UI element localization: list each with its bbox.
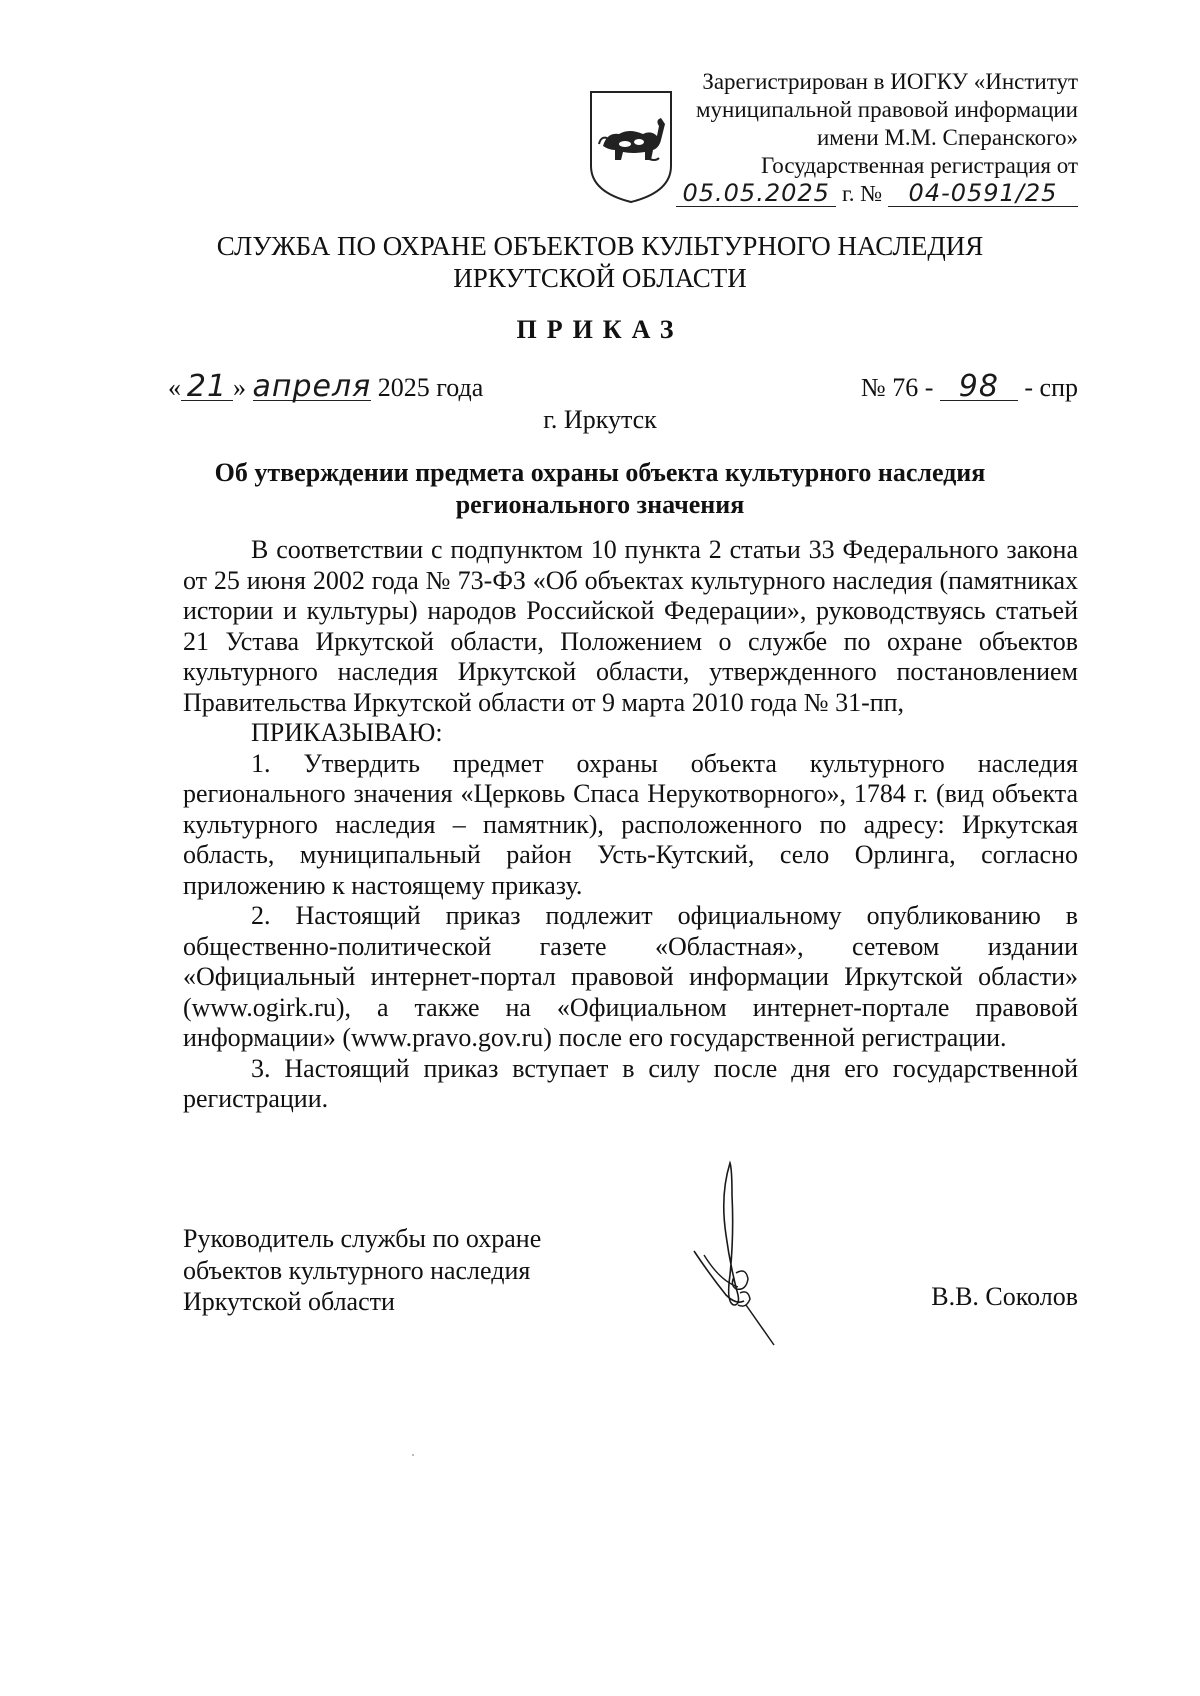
order-month: апреля xyxy=(252,369,372,404)
order-date xyxy=(168,369,484,404)
organization-name-line-1: СЛУЖБА ПО ОХРАНЕ ОБЪЕКТОВ КУЛЬТУРНОГО НАСЛЕДИЯ xyxy=(216,231,984,261)
date-quote-open: « xyxy=(168,373,181,402)
order-number-prefix: № 76 - xyxy=(860,373,934,402)
registration-block xyxy=(676,68,1078,208)
document-type: ПРИКАЗ xyxy=(516,315,684,344)
registration-line-2: муниципальной правовой информации xyxy=(695,97,1078,122)
order-number-value: 98 xyxy=(940,374,1018,401)
city: г. Иркутск xyxy=(543,405,657,434)
registration-line-1: Зарегистрирован в ИОГКУ «Институт xyxy=(702,69,1078,94)
document-body xyxy=(183,535,1078,1115)
registration-number: 04-0591/25 xyxy=(888,180,1078,207)
signatory-position-line-2: объектов культурного наследия xyxy=(183,1255,531,1285)
preamble-paragraph: В соответствии с подпунктом 10 пункта 2 статьи 33 Федерального закона от 25 июня 2002 года № 73-ФЗ «Об объектах культурного наследия (памятниках истории и культуры) народов Российской Федерации», руководствуясь статьей 21 Устава Иркутской области, Положением о службе по охране объектов культурного наследия Иркутской области, утвержденного постановлением Правительства Иркутской области от 9 марта 2010 года № 31-пп, xyxy=(183,535,1078,717)
irkutsk-coat-of-arms-icon xyxy=(585,88,677,206)
registration-number-prefix: г. № xyxy=(841,181,883,206)
order-item-2: 2. Настоящий приказ подлежит официальному опубликованию в общественно-политической газете «Областная», сетевом издании «Официальный интернет-портал правовой информации Иркутской области» (www.ogirk.ru), а также на «Официальном интернет-портале правовой информации» (www.pravo.gov.ru) после его государственной регистрации. xyxy=(183,901,1078,1052)
registration-line-3: имени М.М. Сперанского» xyxy=(816,125,1078,150)
signatory-position-line-1: Руководитель службы по охране xyxy=(183,1224,542,1253)
organization-name-line-2: ИРКУТСКОЙ ОБЛАСТИ xyxy=(453,263,747,293)
document-title-line-1: Об утверждении предмета охраны объекта культурного наследия xyxy=(214,458,986,487)
registration-line-4: Государственная регистрация от xyxy=(761,153,1078,178)
signatory-position xyxy=(183,1223,541,1318)
order-item-3: 3. Настоящий приказ вступает в силу после дня его государственной регистрации. xyxy=(183,1053,1078,1113)
order-word: ПРИКАЗЫВАЮ: xyxy=(251,718,443,747)
document-title-line-2: регионального значения xyxy=(455,490,745,519)
registration-numbers xyxy=(676,180,1078,208)
registration-date: 05.05.2025 xyxy=(676,180,836,207)
signatory-name: В.В. Соколов xyxy=(931,1282,1078,1311)
handwritten-signature xyxy=(690,1155,810,1350)
order-number xyxy=(860,369,1078,404)
order-year: 2025 года xyxy=(377,373,484,402)
order-day: 21 xyxy=(181,374,233,401)
order-number-suffix: - спр xyxy=(1024,373,1078,402)
organization-name xyxy=(0,230,1200,294)
document-title xyxy=(0,457,1200,521)
date-quote-close: » xyxy=(233,373,246,402)
scan-speck xyxy=(412,1454,414,1456)
signatory-position-line-3: Иркутской области xyxy=(183,1287,395,1316)
order-item-1: 1. Утвердить предмет охраны объекта культурного наследия регионального значения «Церковь Спаса Нерукотворного», 1784 г. (вид объекта культурного наследия – памятник), расположенного по адресу: Иркутская область, муниципальный район Усть-Кутский, село Орлинга, согласно приложению к настоящему приказу. xyxy=(183,748,1078,900)
